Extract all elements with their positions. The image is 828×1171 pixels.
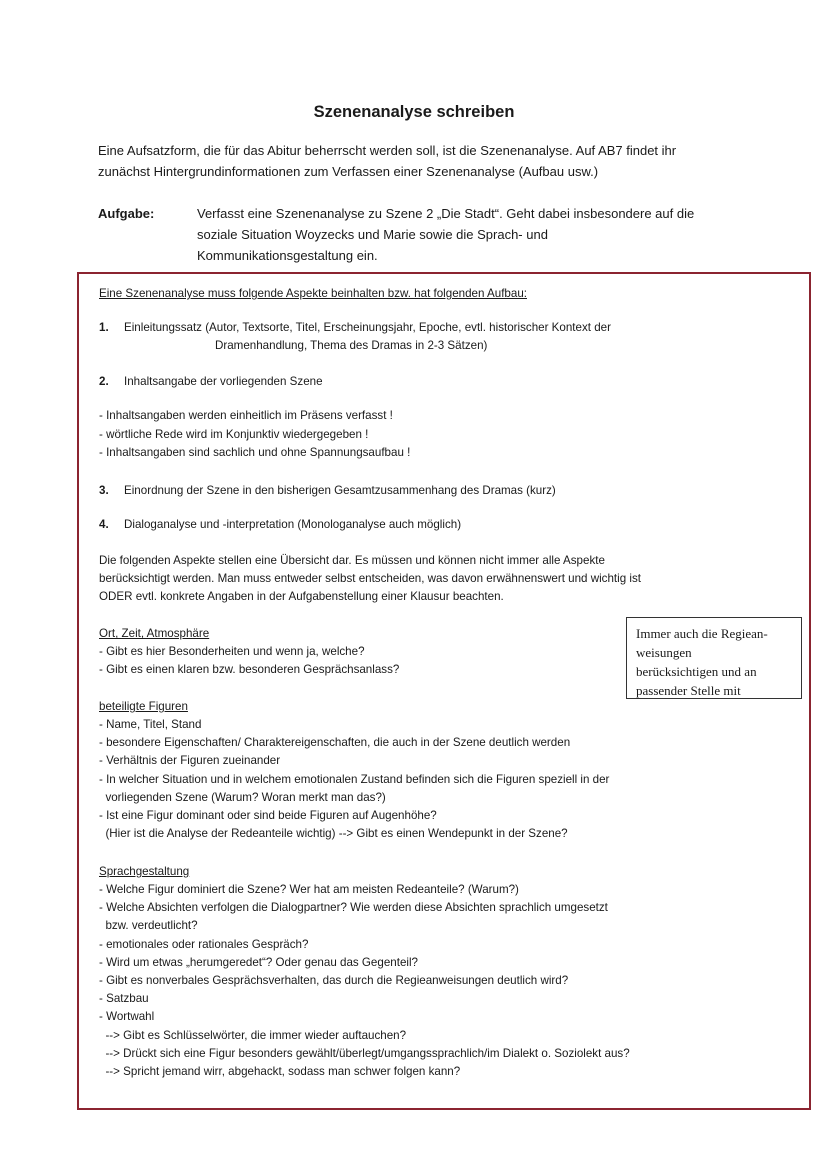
overview-line: berücksichtigt werden. Man muss entweder selbst entscheiden, was davon erwähnenswert und wichtig ist — [99, 572, 641, 585]
section-line: - Wird um etwas „herumgeredet“? Oder genau das Gegenteil? — [99, 956, 418, 969]
section-line: (Hier ist die Analyse der Redeanteile wichtig) --> Gibt es einen Wendepunkt in der Szene? — [99, 827, 568, 840]
section-line: bzw. verdeutlicht? — [99, 919, 198, 932]
section-line: - Name, Titel, Stand — [99, 718, 202, 731]
overview-line: Die folgenden Aspekte stellen eine Übersicht dar. Es müssen und können nicht immer alle Aspekte — [99, 554, 605, 567]
task-label: Aufgabe: — [98, 206, 155, 221]
task-line: Verfasst eine Szenenanalyse zu Szene 2 „Die Stadt“. Geht dabei insbesondere auf die — [197, 206, 695, 221]
section-heading-setting: Ort, Zeit, Atmosphäre — [99, 627, 210, 640]
intro-line: zunächst Hintergrundinformationen zum Verfassen einer Szenenanalyse (Aufbau usw.) — [98, 164, 599, 179]
section-line: - Satzbau — [99, 992, 149, 1005]
section-line: - emotionales oder rationales Gespräch? — [99, 938, 309, 951]
overview-line: ODER evtl. konkrete Angaben in der Aufgabenstellung einer Klausur beachten. — [99, 590, 504, 603]
section-line: --> Drückt sich eine Figur besonders gewählt/überlegt/umgangssprachlich/im Dialekt o. Soziolekt aus? — [99, 1047, 630, 1060]
section-line: - Ist eine Figur dominant oder sind beide Figuren auf Augenhöhe? — [99, 809, 437, 822]
content-note: - Inhaltsangaben sind sachlich und ohne Spannungsaufbau ! — [99, 446, 411, 459]
note-line: berücksichtigen und an — [636, 664, 757, 679]
step-number: 1. — [99, 321, 109, 334]
regieanweisungen-note — [626, 617, 802, 699]
step-2-line: Inhaltsangabe der vorliegenden Szene — [124, 375, 323, 388]
step-number: 3. — [99, 484, 109, 497]
note-line: Immer auch die Regiean- — [636, 626, 768, 641]
section-line: --> Spricht jemand wirr, abgehackt, sodass man schwer folgen kann? — [99, 1065, 461, 1078]
section-line: vorliegenden Szene (Warum? Woran merkt man das?) — [99, 791, 386, 804]
step-1-line: Einleitungssatz (Autor, Textsorte, Titel, Erscheinungsjahr, Epoche, evtl. historischer Kontext der — [124, 321, 611, 334]
section-line: - Wortwahl — [99, 1010, 155, 1023]
section-line: - Welche Absichten verfolgen die Dialogpartner? Wie werden diese Absichten sprachlich umgesetzt — [99, 901, 608, 914]
content-note: - Inhaltsangaben werden einheitlich im Präsens verfasst ! — [99, 409, 393, 422]
task-line: Kommunikationsgestaltung ein. — [197, 248, 378, 263]
section-heading-characters: beteiligte Figuren — [99, 700, 188, 713]
step-1-line: Dramenhandlung, Thema des Dramas in 2-3 Sätzen) — [215, 339, 488, 352]
page-title: Szenenanalyse schreiben — [313, 103, 515, 121]
box-heading: Eine Szenenanalyse muss folgende Aspekte beinhalten bzw. hat folgenden Aufbau: — [99, 287, 527, 300]
section-line: - Gibt es hier Besonderheiten und wenn ja, welche? — [99, 645, 365, 658]
step-number: 4. — [99, 518, 109, 531]
task-text — [197, 203, 742, 266]
section-line: - Gibt es nonverbales Gesprächsverhalten, das durch die Regieanweisungen deutlich wird? — [99, 974, 569, 987]
step-4-line: Dialoganalyse und -interpretation (Monologanalyse auch möglich) — [124, 518, 462, 531]
section-line: - Gibt es einen klaren bzw. besonderen Gesprächsanlass? — [99, 663, 400, 676]
task-line: soziale Situation Woyzecks und Marie sowie die Sprach- und — [197, 227, 548, 242]
section-line: - besondere Eigenschaften/ Charaktereigenschaften, die auch in der Szene deutlich werden — [99, 736, 571, 749]
intro-line: Eine Aufsatzform, die für das Abitur beherrscht werden soll, ist die Szenenanalyse. Auf AB7 findet ihr — [98, 143, 677, 158]
section-line: - Verhältnis der Figuren zueinander — [99, 754, 281, 767]
section-heading-language: Sprachgestaltung — [99, 865, 190, 878]
content-note: - wörtliche Rede wird im Konjunktiv wiedergegeben ! — [99, 428, 369, 441]
note-line: passender Stelle mit — [636, 683, 741, 698]
section-line: --> Gibt es Schlüsselwörter, die immer wieder auftauchen? — [99, 1029, 407, 1042]
note-line: weisungen — [636, 645, 692, 660]
step-number: 2. — [99, 375, 109, 388]
section-line: - Welche Figur dominiert die Szene? Wer hat am meisten Redeanteile? (Warum?) — [99, 883, 519, 896]
section-line: - In welcher Situation und in welchem emotionalen Zustand befinden sich die Figuren speziell in der — [99, 773, 610, 786]
intro-paragraph — [98, 140, 748, 182]
step-3-line: Einordnung der Szene in den bisherigen Gesamtzusammenhang des Dramas (kurz) — [124, 484, 556, 497]
